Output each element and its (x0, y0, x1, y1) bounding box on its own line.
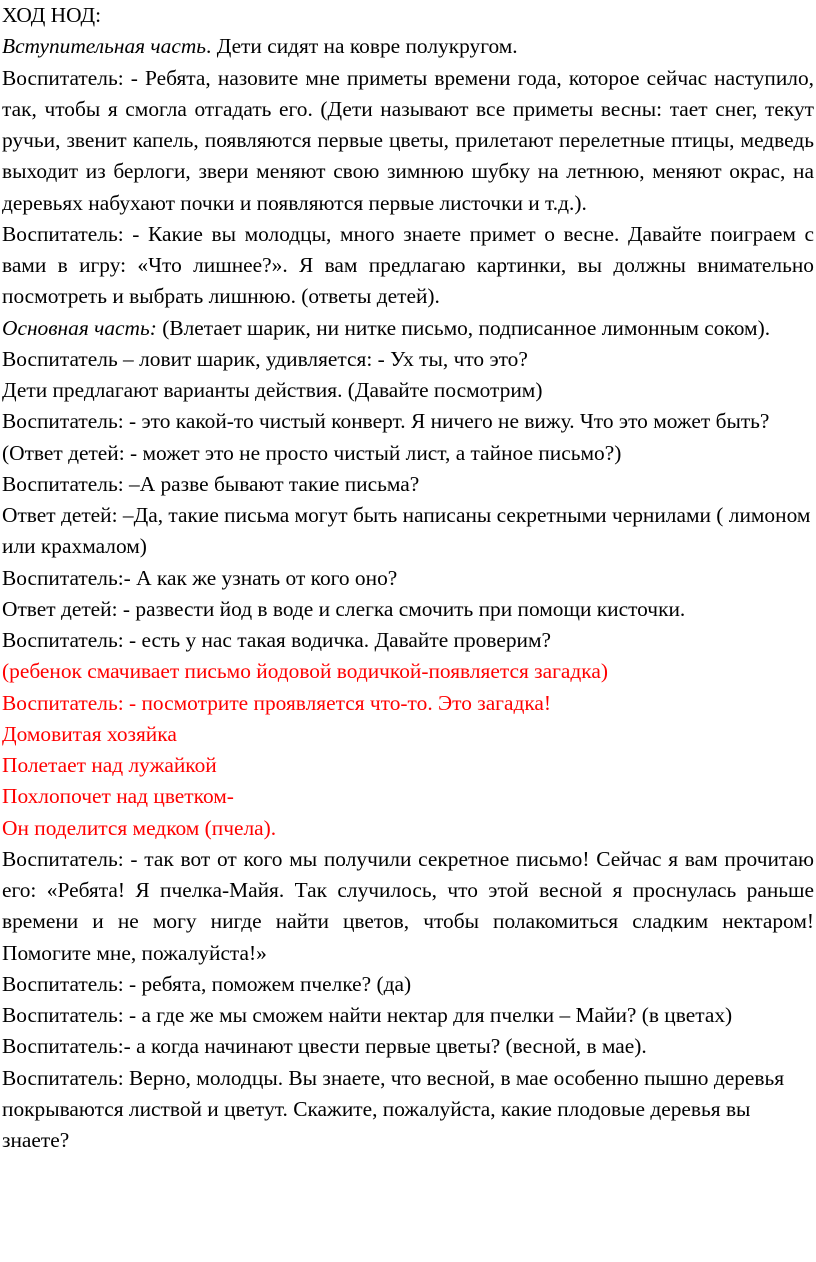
intro-text: . Дети сидят на ковре полукругом. (206, 34, 518, 59)
paragraph-5: Воспитатель: - это какой-то чистый конверт. Я ничего не вижу. Что это может быть? (Ответ детей: - может это не просто чистый лист, а тайное письмо?) (2, 409, 770, 465)
riddle-line-1: Домовитая хозяйка (2, 721, 177, 746)
main-part-label: Основная часть: (2, 315, 157, 340)
paragraph-8: Воспитатель:- А как же узнать от кого оно? (2, 565, 398, 590)
paragraph-10: Воспитатель: - есть у нас такая водичка. Давайте проверим? (2, 628, 552, 652)
paragraph-11: Воспитатель: - так вот от кого мы получили секретное письмо! Сейчас я вам прочитаю его: «Ребята! Я пчелка-Майя. Так случилось, что этой весной я проснулась раньше времени и не могу нигде найти цветов, чтобы полакомиться сладким нектаром! Помогите мне, пожалуйста!» (2, 846, 814, 965)
paragraph-12: Воспитатель: - ребята, поможем пчелке? (да) (2, 971, 412, 996)
paragraph-9: Ответ детей: - развести йод в воде и слегка смочить при помощи кисточки. (2, 596, 686, 621)
riddle-intro: (ребенок смачивает письмо йодовой водичкой-появляется загадка) (2, 659, 608, 684)
paragraph-4: Дети предлагают варианты действия. (Давайте посмотрим) (2, 378, 543, 402)
paragraph-2: Воспитатель: - Какие вы молодцы, много знаете примет о весне. Давайте поиграем с вами в игру: «Что лишнее?». Я вам предлагаю картинки, вы должны внимательно посмотреть и выбрать лишнюю. (ответы детей). (2, 221, 814, 309)
doc-title: ХОД НОД: (2, 3, 102, 27)
paragraph-15: Воспитатель: Верно, молодцы. Вы знаете, что весной, в мае особенно пышно деревья покрываются листвой и цветут. Скажите, пожалуйста, какие плодовые деревья вы знаете? (2, 1065, 785, 1152)
paragraph-7: Ответ детей: –Да, такие письма могут быть написаны секретными чернилами ( лимоном или крахмалом) (2, 503, 811, 559)
intro-label: Вступительная часть (2, 34, 207, 59)
main-part-line (2, 313, 814, 344)
riddle-line-2: Полетает над лужайкой (2, 753, 217, 777)
paragraph-13: Воспитатель: - а где же мы сможем найти нектар для пчелки – Майи? (в цветах) (2, 1003, 733, 1027)
riddle-line-4: Он поделится медком (пчела). (2, 815, 277, 840)
intro-line (2, 31, 814, 62)
paragraph-6: Воспитатель: –А разве бывают такие письма? (2, 471, 420, 496)
paragraph-3: Воспитатель – ловит шарик, удивляется: - Ух ты, что это? (2, 346, 528, 371)
main-part-text: (Влетает шарик, ни нитке письмо, подписанное лимонным соком). (156, 315, 771, 340)
riddle-announce: Воспитатель: - посмотрите проявляется что-то. Это загадка! (2, 690, 552, 715)
riddle-line-3: Похлопочет над цветком- (2, 784, 234, 809)
paragraph-14: Воспитатель:- а когда начинают цвести первые цветы? (весной, в мае). (2, 1034, 647, 1059)
paragraph-1: Воспитатель: - Ребята, назовите мне приметы времени года, которое сейчас наступило, так, чтобы я смогла отгадать его. (Дети называют все приметы весны: тает снег, текут ручьи, звенит капель, появляются первые цветы, прилетают перелетные птицы, медведь выходит из берлоги, звери меняют свою зимнюю шубку на летнюю, меняют окрас, на деревьях набухают почки и появляются первые листочки и т.д.). (2, 65, 814, 215)
